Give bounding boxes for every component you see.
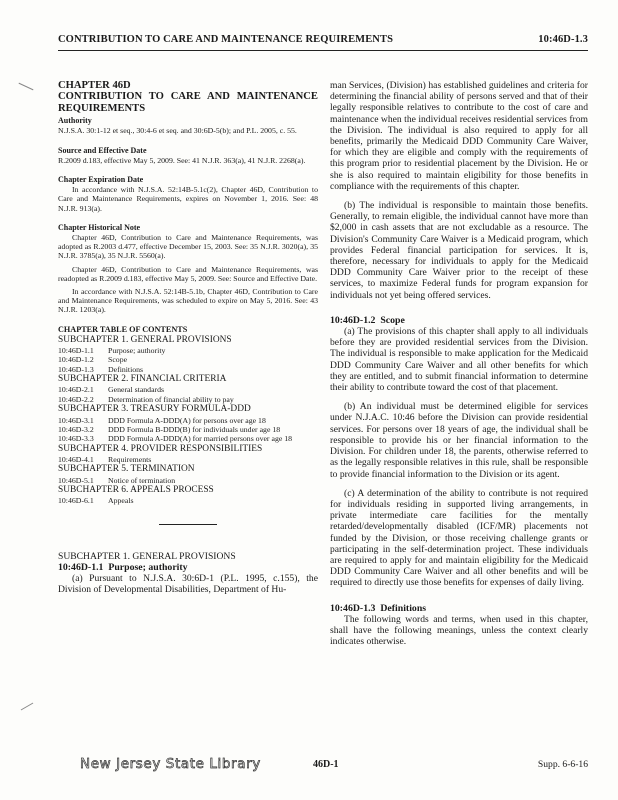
toc-heading: CHAPTER TABLE OF CONTENTS [58, 324, 188, 334]
section-heading-1-2 [330, 315, 588, 326]
scan-mark [21, 703, 34, 711]
toc-item-title: Determination of financial ability to pay [108, 394, 234, 404]
toc-subchapter: SUBCHAPTER 4. PROVIDER RESPONSIBILITIES [58, 443, 263, 454]
source-heading: Source and Effective Date [58, 145, 147, 155]
historical-note-block [58, 222, 318, 315]
library-watermark: New Jersey State Library [80, 756, 261, 772]
toc-item[interactable] [58, 425, 318, 434]
section-1-1-b: (b) The individual is responsible to maintain those benefits. Generally, to remain eligible, the individual cannot have more than $2,000 in cash assets that are not excludable as a resource. The Division's Community Care Waiver is a Medicaid program, which provides Federal financial participation for services. It is, therefore, necessary for individuals to apply for the Medicaid DDD Community Care Waiver prior to the receipt of these services, to maximize Federal funds for program expansion for individuals not yet being offered services. [330, 200, 588, 301]
toc-item[interactable] [58, 476, 318, 485]
toc-subchapter: SUBCHAPTER 6. APPEALS PROCESS [58, 484, 214, 495]
toc-item[interactable] [58, 346, 318, 355]
toc-item-title: Purpose; authority [108, 346, 166, 356]
toc-item-title: Definitions [108, 364, 144, 374]
toc-item-number: 10:46D-3.3 [58, 434, 94, 444]
subchapter-heading: SUBCHAPTER 1. GENERAL PROVISIONS [58, 550, 236, 562]
source-text: R.2009 d.183, effective May 5, 2009. See: 41 N.J.R. 363(a), 41 N.J.R. 2268(a). [58, 155, 306, 165]
toc-item-number: 10:46D-2.1 [58, 385, 94, 395]
authority-heading: Authority [58, 116, 92, 126]
section-1-1-a-start: (a) Pursuant to N.J.S.A. 30:6D-1 (P.L. 1995, c.155), the Division of Developmental Disabilities, Department of Hu- [58, 572, 318, 596]
toc-item-number: 10:46D-3.1 [58, 415, 94, 425]
section-heading-1-1 [58, 562, 318, 573]
toc-item-title: DDD Formula A-DDD(A) for persons over age 18 [108, 415, 266, 425]
historical-para: Chapter 46D, Contribution to Care and Maintenance Requirements, was readopted as R.2009 d.183, effective May 5, 2009. See: Source and Effective Date. [58, 264, 318, 283]
table-of-contents [58, 324, 318, 506]
toc-item-number: 10:46D-3.2 [58, 424, 94, 434]
toc-item[interactable] [58, 365, 318, 374]
toc-item-number: 10:46D-1.1 [58, 346, 94, 356]
toc-item-title: Scope [108, 355, 128, 365]
expiration-heading: Chapter Expiration Date [58, 175, 144, 185]
toc-item-title: Requirements [108, 454, 152, 464]
supplement-date: Supp. 6-6-16 [537, 759, 588, 770]
toc-item-number: 10:46D-4.1 [58, 454, 94, 464]
toc-item-number: 10:46D-1.3 [58, 364, 94, 374]
toc-item-title: Appeals [108, 496, 134, 506]
section-title: Scope [380, 314, 405, 326]
toc-item[interactable] [58, 416, 318, 425]
historical-para: In accordance with N.J.S.A. 52:14B-5.1b, Chapter 46D, Contribution to Care and Maintenance Requirements, was scheduled to expire on May 5, 2016. See: 43 N.J.R. 1203(a). [58, 287, 318, 315]
toc-item[interactable] [58, 395, 318, 404]
section-divider [159, 524, 217, 525]
section-number: 10:46D-1.1 [58, 561, 104, 573]
section-1-1-a-continued: man Services, (Division) has established guidelines and criteria for determining the financial ability of persons served and that of their legally responsible relatives to contribute to the cost of care and maintenance when the individual receives residential services from the Division. The individual is also required to apply for all benefits, primarily the Medicaid DDD Community Care Waiver, for which they are eligible and comply with the requirements of this program prior to residential placement by the Division. He or she is also required to maintain eligibility for those benefits in compliance with the requirements of this chapter. [330, 80, 588, 192]
authority-text: N.J.S.A. 30:1-12 et seq., 30:4-6 et seq. and 30:6D-5(b); and P.L. 2005, c. 55. [58, 126, 297, 136]
toc-item-title: DDD Formula B-DDD(B) for individuals under age 18 [108, 424, 281, 434]
chapter-title: CONTRIBUTION TO CARE AND MAINTENANCE REQUIREMENTS [58, 91, 318, 115]
toc-item[interactable] [58, 355, 318, 364]
toc-item-title: General standards [108, 385, 165, 395]
header-section-number: 10:46D-1.3 [538, 34, 588, 45]
expiration-block [58, 174, 318, 213]
section-number: 10:46D-1.2 [330, 314, 376, 326]
toc-item[interactable] [58, 496, 318, 505]
scan-mark [19, 83, 34, 91]
page-number: 46D-1 [313, 759, 339, 770]
section-1-2-c: (c) A determination of the ability to contribute is not required for individuals residing in supported living arrangements, in private intermediate care facilities for the mentally retarded/developmentally disabled (ICF/MR) placements not funded by the Division, or those receiving challenge grants or participating in the self-determination project. These individuals are required to apply for and maintain eligibility for the Medicaid DDD Community Care Waiver and all other benefits and will be required to directly use those benefits for expenses of daily living. [330, 487, 588, 589]
toc-subchapter: SUBCHAPTER 1. GENERAL PROVISIONS [58, 334, 232, 345]
toc-item-number: 10:46D-6.1 [58, 496, 94, 506]
toc-item-title: DDD Formula A-DDD(A) for married persons over age 18 [108, 434, 293, 444]
section-title: Definitions [380, 602, 427, 614]
toc-item-number: 10:46D-1.2 [58, 355, 94, 365]
section-title: Purpose; authority [108, 561, 188, 573]
toc-subchapter: SUBCHAPTER 2. FINANCIAL CRITERIA [58, 374, 227, 385]
toc-item[interactable] [58, 385, 318, 394]
toc-item[interactable] [58, 434, 318, 443]
header-rule [58, 50, 588, 51]
right-column [330, 80, 588, 647]
header-title: CONTRIBUTION TO CARE AND MAINTENANCE REQUIREMENTS [58, 34, 394, 45]
toc-item[interactable] [58, 455, 318, 464]
section-1-2-b: (b) An individual must be determined eligible for services under N.J.A.C. 10:46 before the Division can provide residential services. For persons over 18 years of age, the individual shall be responsible to provide his or her financial information to the Division. For children under 18, the parents, otherwise referred to as the legally responsible relatives in this rule, shall be responsible to provide financial information to the Division or its agent. [330, 401, 588, 480]
toc-subchapter: SUBCHAPTER 3. TREASURY FORMULA-DDD [58, 404, 251, 415]
source-block [58, 145, 318, 165]
page-footer [58, 756, 588, 776]
toc-item-number: 10:46D-5.1 [58, 475, 94, 485]
toc-item-title: Notice of termination [108, 475, 176, 485]
chapter-label: CHAPTER 46D [58, 80, 131, 91]
authority-block [58, 115, 318, 135]
historical-heading: Chapter Historical Note [58, 222, 141, 232]
section-heading-1-3 [330, 603, 588, 614]
toc-subchapter: SUBCHAPTER 5. TERMINATION [58, 464, 195, 475]
section-number: 10:46D-1.3 [330, 602, 376, 614]
historical-para: Chapter 46D, Contribution to Care and Maintenance Requirements, was adopted as R.2003 d.477, effective December 15, 2003. See: 35 N.J.R. 3020(a), 35 N.J.R. 3785(a), 35 N.J.R. 5560(a). [58, 233, 318, 261]
section-1-3-text: The following words and terms, when used in this chapter, shall have the following meanings, unless the context clearly indicates otherwise. [330, 613, 588, 648]
toc-item-number: 10:46D-2.2 [58, 394, 94, 404]
section-1-2-a: (a) The provisions of this chapter shall apply to all individuals before they are provided residential services from the Division. The individual is responsible to make application for the Medicaid DDD Community Care Waiver and all other benefits for which they are entitled, and to submit financial information to determine their ability to contribute toward the cost of that placement. [330, 326, 588, 394]
left-column [58, 80, 318, 595]
expiration-text: In accordance with N.J.S.A. 52:14B-5.1c(2), Chapter 46D, Contribution to Care and Maintenance Requirements, expires on November 1, 2016. See: 48 N.J.R. 913(a). [58, 185, 318, 213]
